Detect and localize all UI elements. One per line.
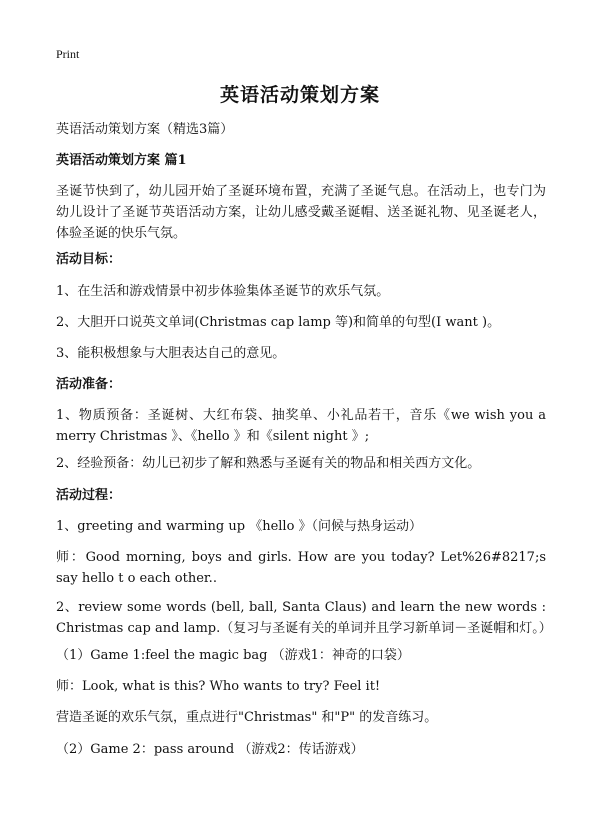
prep-1: 1、物质预备：圣诞树、大红布袋、抽奖单、小礼品若干，音乐《we wish you a merry Christmas 》、《hello 》和《silent night 》;	[56, 408, 546, 444]
print-label: Print	[56, 47, 80, 61]
document-title: 英语活动策划方案	[219, 84, 380, 106]
step-2: 2、review some words (bell, ball, Santa Claus) and learn the new words : Christmas cap and lamp.（复习与圣诞有关的单词并且学习新单词－圣诞帽和灯。）	[56, 600, 552, 636]
atmosphere-line: 营造圣诞的欢乐气氛，重点进行"Christmas" 和"P" 的发音练习。	[56, 710, 438, 725]
teacher-line-1: 师：Good morning, boys and girls. How are you today? Let%26#8217;s say hello t o each other..	[56, 550, 546, 586]
step-1: 1、greeting and warming up 《hello 》（问候与热身运动）	[56, 519, 423, 534]
prep-2: 2、经验预备：幼儿已初步了解和熟悉与圣诞有关的物品和相关西方文化。	[56, 456, 481, 471]
intro-paragraph: 圣诞节快到了，幼儿园开始了圣诞环境布置，充满了圣诞气息。在活动上，也专门为幼儿设计了圣诞节英语活动方案，让幼儿感受戴圣诞帽、送圣诞礼物、见圣诞老人，体验圣诞的快乐气氛。	[56, 184, 546, 241]
goal-2: 2、大胆开口说英文单词(Christmas cap lamp 等)和简单的句型(I want )。	[56, 315, 501, 330]
goal-1: 1、在生活和游戏情景中初步体验集体圣诞节的欢乐气氛。	[56, 284, 390, 299]
goals-heading: 活动目标：	[56, 252, 122, 267]
subtitle: 英语活动策划方案（精选3篇）	[56, 122, 234, 137]
teacher-line-2: 师：Look, what is this? Who wants to try? Feel it!	[56, 679, 381, 694]
prep-heading: 活动准备：	[56, 377, 122, 392]
game-2: （2）Game 2：pass around （游戏2：传话游戏）	[56, 742, 364, 757]
section-heading: 英语活动策划方案 篇1	[56, 153, 187, 168]
game-1: （1）Game 1:feel the magic bag （游戏1：神奇的口袋）	[56, 648, 410, 663]
process-heading: 活动过程：	[56, 488, 122, 503]
goal-3: 3、能积极想象与大胆表达自己的意见。	[56, 346, 286, 361]
